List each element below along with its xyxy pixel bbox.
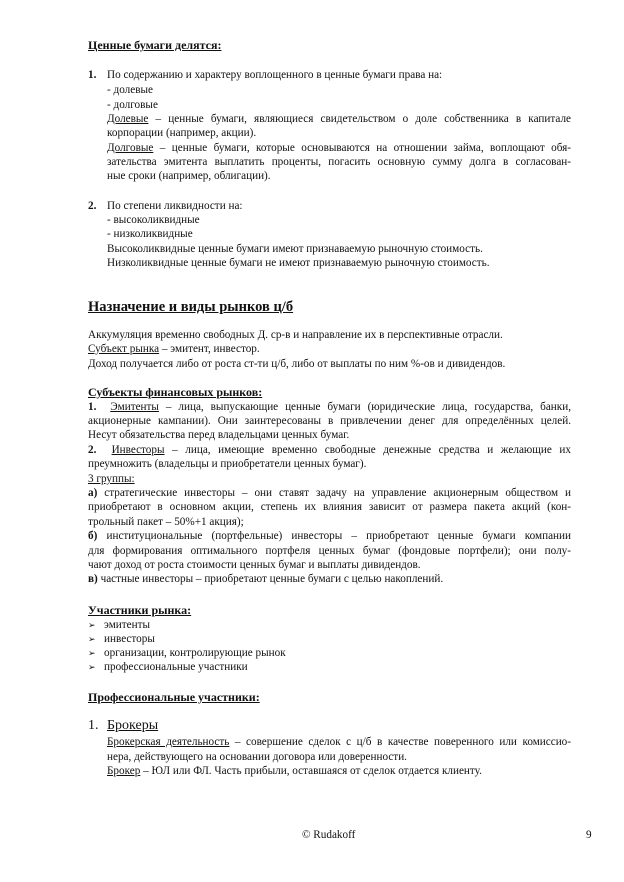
option-equity: - долевые bbox=[107, 84, 153, 96]
definition-debt-cont2: ные сроки (например, облигации). bbox=[107, 170, 271, 182]
group-a-cont: приобретают в основном акции, степень их влияния зависит от размера пакета акций (кон- bbox=[88, 501, 571, 513]
heading-financial-market-subjects: Субъекты финансовых рынков: bbox=[88, 385, 263, 399]
text-low-liquidity: Низколиквидные ценные бумаги не имеют признаваемую рыночную стоимость. bbox=[107, 257, 490, 269]
arrow-bullet-icon: ➢ bbox=[88, 634, 96, 644]
term-investors: Инвесторы bbox=[111, 444, 165, 456]
definition-equity-cont: корпорации (например, акции). bbox=[107, 127, 257, 139]
list-item-title: По степени ликвидности на: bbox=[107, 200, 243, 212]
option-low-liquidity: - низколиквидные bbox=[107, 228, 193, 240]
group-a: а) стратегические инвесторы – они ставят задачу на управление акционерным обществом и bbox=[88, 487, 571, 499]
arrow-bullet-icon: ➢ bbox=[88, 620, 96, 630]
item-issuers: 1. Эмитенты – лица, выпускающие ценные бумаги (юридические лица, государства, банки, bbox=[88, 401, 571, 413]
group-b-cont: для формирования оптимального портфеля ценных бумаг (фондовые портфели); они полу- bbox=[88, 545, 571, 557]
definition-brokerage: Брокерская деятельность – совершение сделок с ц/б в качестве поверенного или комиссио- bbox=[107, 736, 571, 748]
paragraph-subject: Субъект рынка – эмитент, инвестор. bbox=[88, 343, 260, 355]
group-a-cont2: трольный пакет – 50%+1 акция); bbox=[88, 516, 244, 528]
item-issuers-cont: акционерные кампании). Они заинтересованы в привлечении денег для определённых целей. bbox=[88, 415, 571, 427]
term-issuers: Эмитенты bbox=[110, 401, 159, 413]
list-number: 1. bbox=[88, 718, 99, 733]
heading-market-purpose: Назначение и виды рынков ц/б bbox=[88, 299, 294, 315]
bullet-item: ➢ инвесторы bbox=[88, 633, 155, 645]
heading-market-participants: Участники рынка: bbox=[88, 603, 192, 617]
group-b: б) институциональные (портфельные) инвесторы – приобретают ценные бумаги компании bbox=[88, 530, 571, 542]
bullet-item: ➢ организации, контролирующие рынок bbox=[88, 647, 286, 659]
arrow-bullet-icon: ➢ bbox=[88, 648, 96, 658]
definition-brokerage-cont: нера, действующего на основании договора или доверенности. bbox=[107, 751, 407, 763]
heading-securities-division: Ценные бумаги делятся: bbox=[88, 38, 222, 52]
label-three-groups: 3 группы: bbox=[88, 473, 135, 485]
option-debt: - долговые bbox=[107, 99, 158, 111]
footer-copyright: © Rudakoff bbox=[302, 829, 356, 841]
paragraph-accumulation: Аккумуляция временно свободных Д. ср-в и направление их в перспективные отрасли. bbox=[88, 329, 503, 341]
term-market-subject: Субъект рынка bbox=[88, 343, 160, 355]
paragraph-income: Доход получается либо от роста ст-ти ц/б, либо от выплаты по ним %-ов и дивидендов. bbox=[88, 358, 506, 370]
definition-equity: Долевые – ценные бумаги, являющиеся свидетельством о доле собственника в капитале bbox=[107, 113, 571, 125]
list-number: 2. bbox=[88, 200, 97, 212]
item-investors: 2. Инвесторы – лица, имеющие временно свободные денежные средства и желающие их bbox=[88, 444, 571, 456]
item-investors-cont: преумножить (владельцы и приобретатели ценных бумаг). bbox=[88, 458, 367, 470]
definition-debt-cont: зательства эмитента выплатить проценты, погасить основную сумму долга в согласован- bbox=[107, 156, 571, 168]
heading-professional-participants: Профессиональные участники: bbox=[88, 690, 260, 704]
definition-debt: Долговые – ценные бумаги, которые основываются на отношении займа, воплощают обя- bbox=[107, 142, 571, 154]
group-v: в) частные инвесторы – приобретают ценные бумаги с целью накоплений. bbox=[88, 573, 444, 585]
text-high-liquidity: Высоколиквидные ценные бумаги имеют признаваемую рыночную стоимость. bbox=[107, 243, 483, 255]
arrow-bullet-icon: ➢ bbox=[88, 662, 96, 672]
term-debt: Долговые bbox=[107, 142, 154, 154]
definition-broker: Брокер – ЮЛ или ФЛ. Часть прибыли, оставшаяся от сделок отдается клиенту. bbox=[107, 765, 482, 777]
bullet-item: ➢ профессиональные участники bbox=[88, 661, 248, 673]
bullet-item: ➢ эмитенты bbox=[88, 619, 151, 631]
option-high-liquidity: - высоколиквидные bbox=[107, 214, 200, 226]
subheading-brokers: Брокеры bbox=[107, 718, 159, 733]
list-number: 1. bbox=[88, 69, 97, 81]
term-broker: Брокер bbox=[107, 765, 141, 777]
list-item-title: По содержанию и характеру воплощенного в ценные бумаги права на: bbox=[107, 69, 443, 81]
page-number: 9 bbox=[586, 829, 592, 841]
term-brokerage: Брокерская деятельность bbox=[107, 736, 230, 748]
item-issuers-cont2: Несут обязательства перед владельцами ценных бумаг. bbox=[88, 429, 350, 441]
group-b-cont2: чают доход от роста стоимости ценных бумаг и выплаты дивидендов. bbox=[88, 559, 421, 571]
term-equity: Долевые bbox=[107, 113, 149, 125]
